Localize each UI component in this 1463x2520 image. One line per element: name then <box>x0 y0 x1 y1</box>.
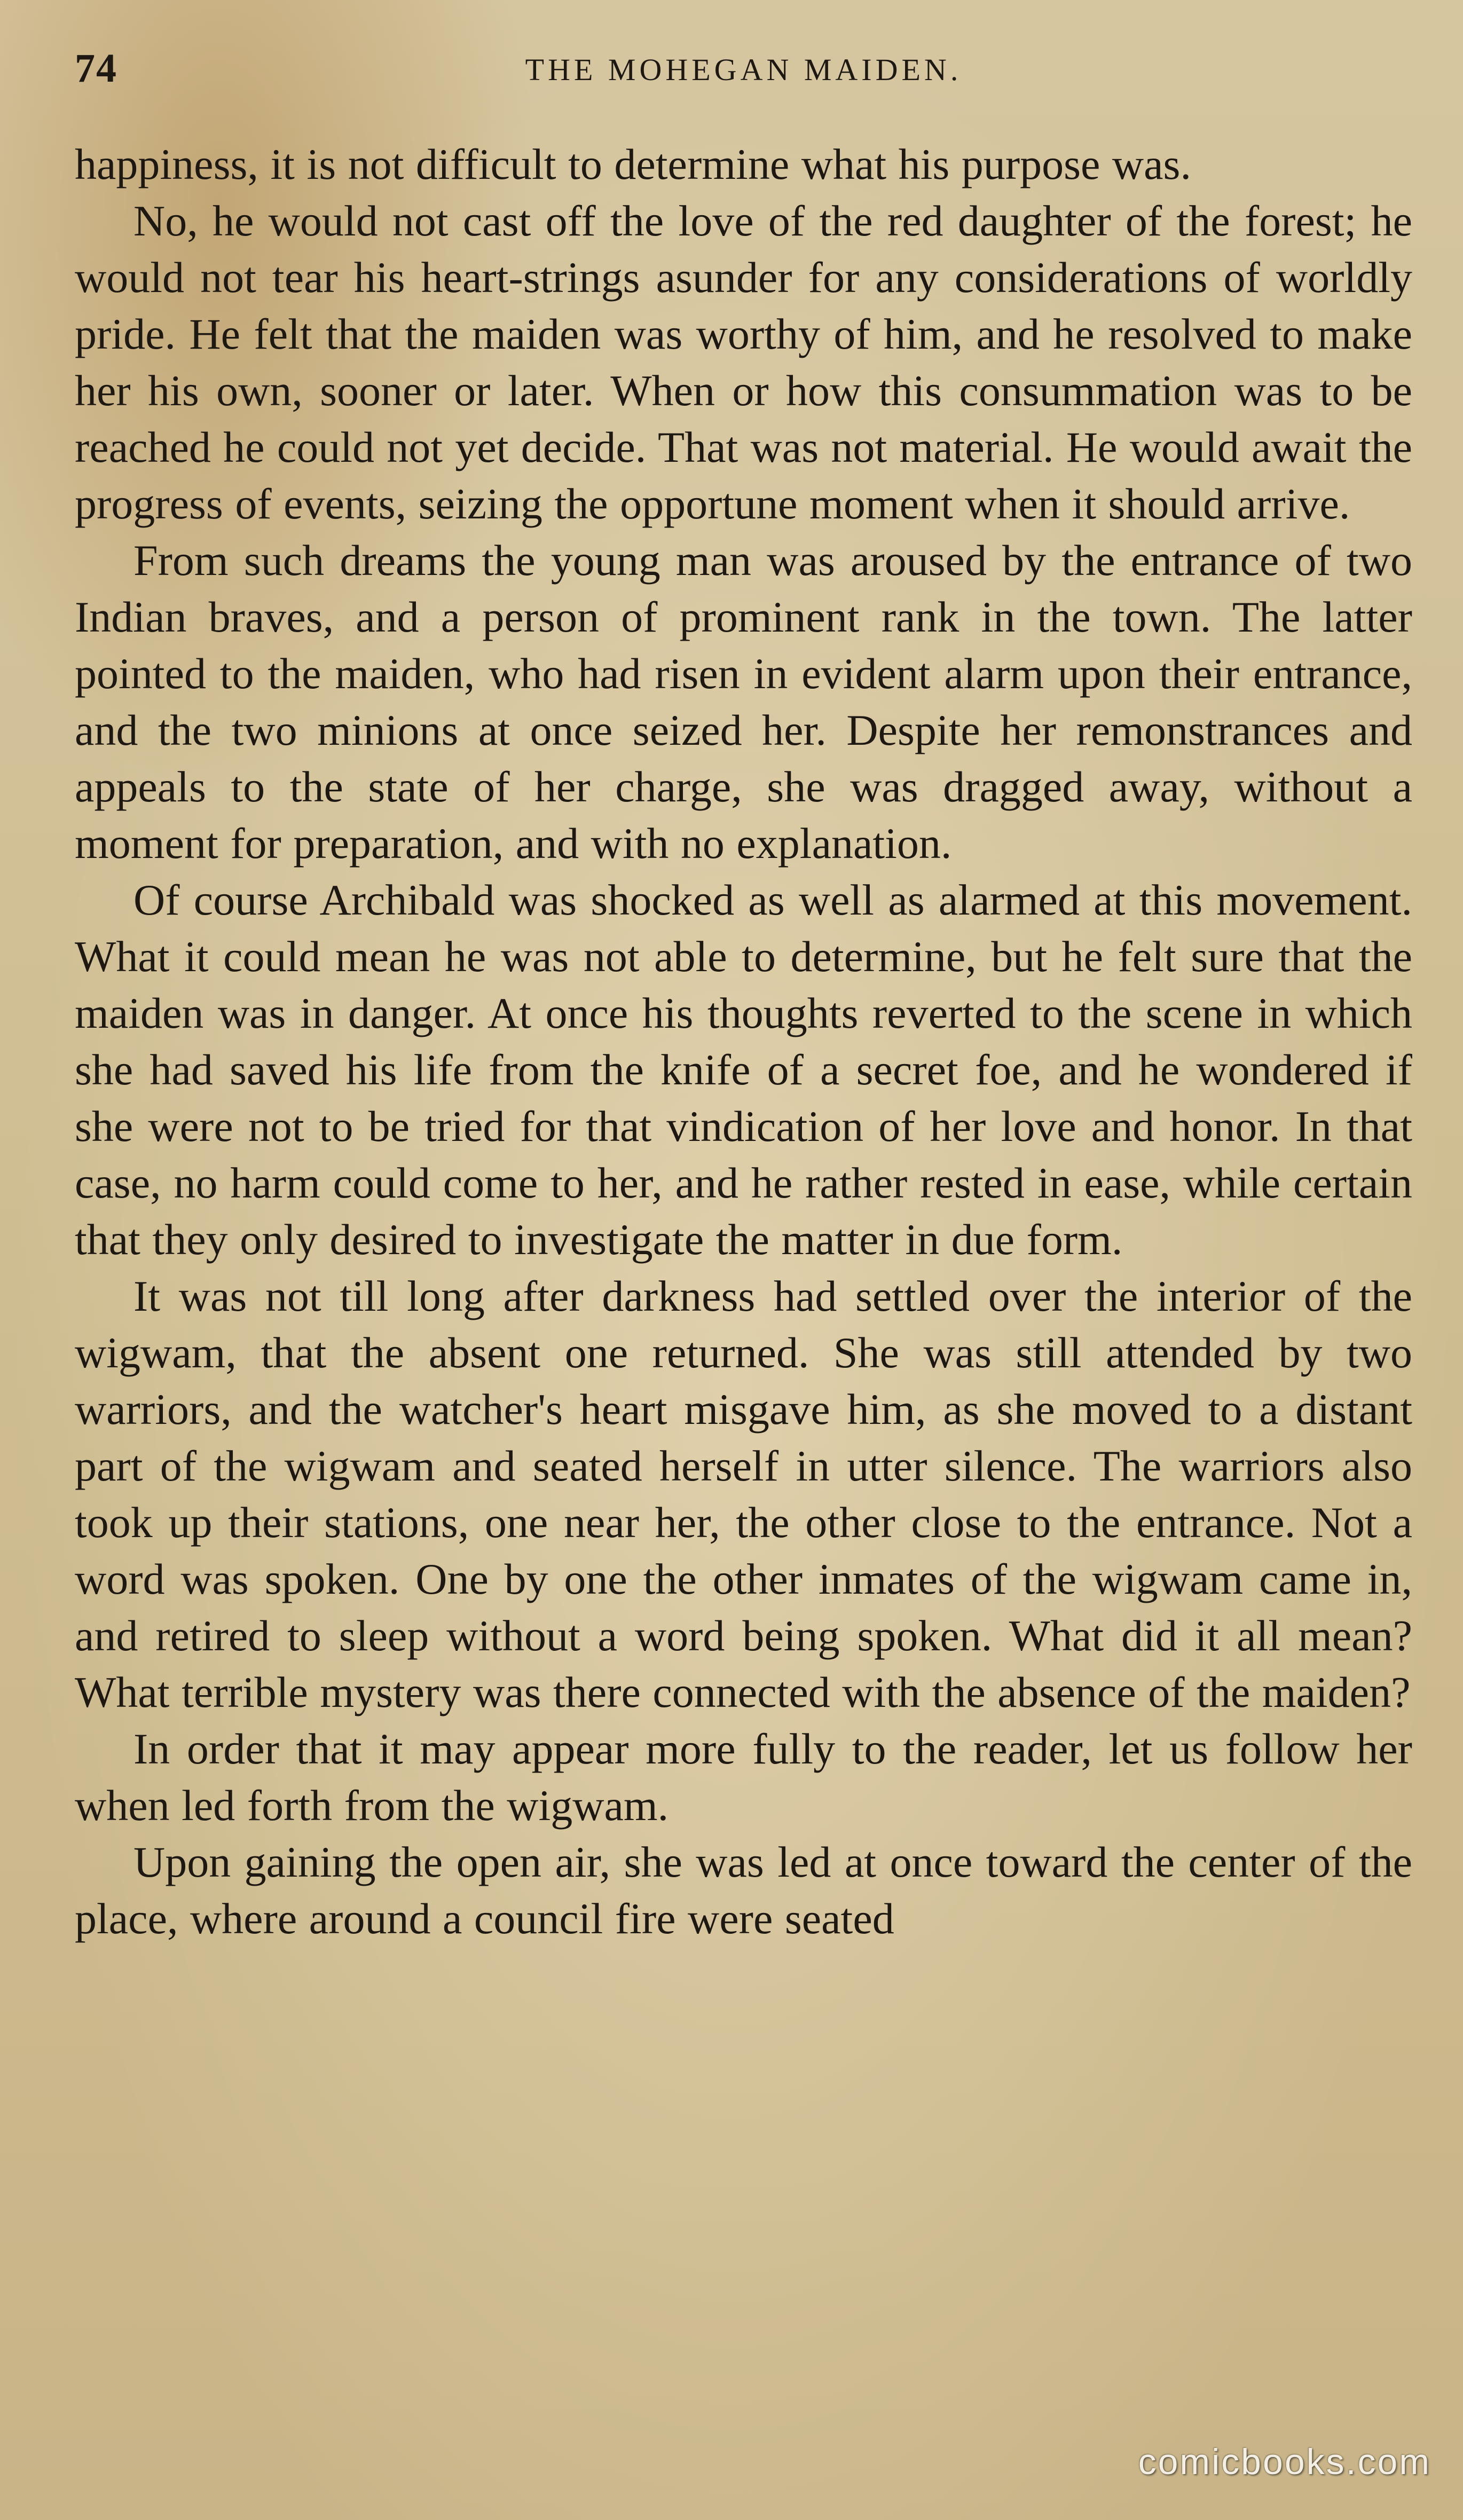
paragraph-6: In order that it may appear more fully to the reader, let us follow her when led forth from the wigwam. <box>75 1724 1412 1830</box>
running-head: THE MOHEGAN MAIDEN. <box>525 52 962 87</box>
watermark: comicbooks.com <box>1138 2442 1431 2482</box>
paragraph-3: From such dreams the young man was aroused by the entrance of two Indian braves, and a person of prominent rank in the town. The latter pointed to the maiden, who had risen in evident alarm upon their entrance, and the two minions at once seized her. Despite her remonstrances and appeals to the state of her charge, she was dragged away, without a moment for preparation, and with no explanation. <box>75 536 1412 868</box>
paragraph-7: Upon gaining the open air, she was led at once toward the center of the place, where around a council fire were seated <box>75 1838 1412 1943</box>
body-text <box>75 136 1412 1947</box>
paragraph-1: happiness, it is not difficult to determine what his purpose was. <box>75 140 1191 188</box>
paragraph-2: No, he would not cast off the love of the red daughter of the forest; he would not tear his heart-strings asunder for any considerations of worldly pride. He felt that the maiden was worthy of him, and he resolved to make her his own, sooner or later. When or how this consummation was to be reached he could not yet decide. That was not material. He would await the progress of events, seizing the opportune moment when it should arrive. <box>75 196 1412 528</box>
page-header <box>75 45 1412 104</box>
paragraph-4: Of course Archibald was shocked as well as alarmed at this movement. What it could mean he was not able to determine, but he felt sure that the maiden was in danger. At once his thoughts reverted to the scene in which she had saved his life from the knife of a secret foe, and he wondered if she were not to be tried for that vindication of her love and honor. In that case, no harm could come to her, and he rather rested in ease, while certain that they only desired to investigate the matter in due form. <box>75 876 1412 1264</box>
page-number: 74 <box>75 46 117 91</box>
paragraph-5: It was not till long after darkness had settled over the interior of the wigwam, that the absent one returned. She was still attended by two warriors, and the watcher's heart misgave him, as she moved to a distant part of the wigwam and seated herself in utter silence. The warriors also took up their stations, one near her, the other close to the entrance. Not a word was spoken. One by one the other inmates of the wigwam came in, and retired to sleep without a word being spoken. What did it all mean? What terrible mystery was there connected with the absence of the maiden? <box>75 1272 1412 1716</box>
